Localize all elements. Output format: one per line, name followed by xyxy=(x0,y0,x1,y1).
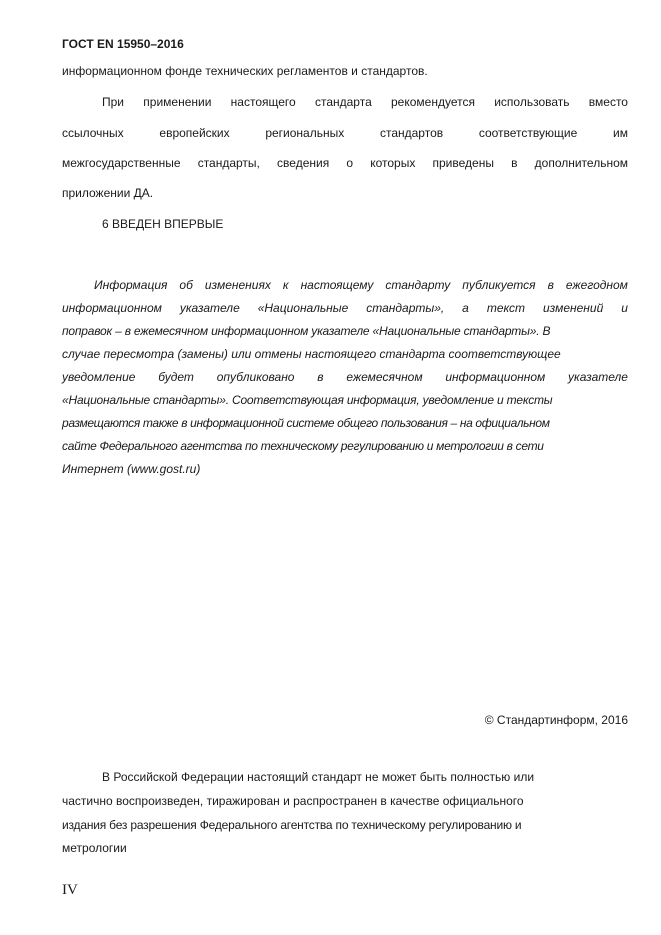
word: ссылочных xyxy=(62,126,124,140)
info-line-justified xyxy=(94,278,628,292)
word: стандарту xyxy=(385,278,451,292)
word: указателе xyxy=(568,370,628,384)
info-line: поправок – в ежемесячном информационном указателе «Национальные стандарты». В xyxy=(62,324,551,338)
info-line: размещаются также в информационной системе общего пользования – на официальном xyxy=(62,416,550,430)
word: вместо xyxy=(588,95,628,109)
info-line: случае пересмотра (замены) или отмены настоящего стандарта соответствующее xyxy=(62,347,561,361)
word: к xyxy=(282,278,289,292)
word: настоящему xyxy=(300,278,374,292)
word: сведения xyxy=(277,156,330,170)
word: европейских xyxy=(159,126,230,140)
info-line: Интернет (www.gost.ru) xyxy=(62,462,201,476)
word: рекомендуется xyxy=(391,95,475,109)
info-line: «Национальные стандарты». Соответствующая информация, уведомление и тексты xyxy=(62,393,553,407)
word: стандарты, xyxy=(197,156,260,170)
word: «Национальные xyxy=(257,301,349,315)
word: стандарты», xyxy=(366,301,445,315)
word: межгосударственные xyxy=(62,156,181,170)
word: в xyxy=(547,278,554,292)
word: в xyxy=(317,370,324,384)
word: будет xyxy=(158,370,194,384)
info-line-justified xyxy=(62,301,628,315)
word: стандартов xyxy=(379,126,444,140)
document-header: ГОСТ EN 15950–2016 xyxy=(62,37,184,51)
info-line: сайте Федерального агентства по техническому регулированию и метрологии в сети xyxy=(62,439,544,453)
word: региональных xyxy=(265,126,345,140)
word: Информация xyxy=(94,278,168,292)
word: опубликовано xyxy=(216,370,295,384)
word: изменений xyxy=(543,301,604,315)
word: указателе xyxy=(179,301,240,315)
word: использовать xyxy=(494,95,570,109)
word: об xyxy=(179,278,193,292)
word: которых xyxy=(370,156,416,170)
item-6-introduced: 6 ВВЕДЕН ВПЕРВЫЕ xyxy=(102,217,224,231)
paragraph-line: информационном фонде технических регламентов и стандартов. xyxy=(62,64,428,78)
word: публикуется xyxy=(462,278,536,292)
word: а xyxy=(462,301,469,315)
page-number: IV xyxy=(62,882,78,898)
paragraph-line-justified xyxy=(62,156,628,170)
info-line-justified xyxy=(62,370,628,384)
notice-line: метрологии xyxy=(62,841,127,855)
word: применении xyxy=(143,95,212,109)
word: ежегодном xyxy=(565,278,628,292)
word: и xyxy=(621,301,628,315)
paragraph-line-justified xyxy=(102,95,628,109)
word: текст xyxy=(486,301,526,315)
word: в xyxy=(511,156,518,170)
word: приведены xyxy=(432,156,494,170)
word: При xyxy=(102,95,125,109)
word: стандарта xyxy=(314,95,372,109)
word: настоящего xyxy=(230,95,296,109)
copyright-notice: © Стандартинформ, 2016 xyxy=(484,713,628,727)
notice-line: издания без разрешения Федерального агентства по техническому регулированию и xyxy=(62,818,522,832)
word: информационном xyxy=(445,370,546,384)
word: изменениях xyxy=(204,278,271,292)
word: информационном xyxy=(62,301,162,315)
paragraph-line-justified xyxy=(62,126,628,140)
word: о xyxy=(346,156,354,170)
notice-line: частично воспроизведен, тиражирован и распространен в качестве официального xyxy=(62,794,524,808)
word: уведомление xyxy=(62,370,136,384)
word: им xyxy=(612,126,628,140)
word: ежемесячном xyxy=(346,370,423,384)
word: дополнительном xyxy=(534,156,628,170)
paragraph-line: приложении ДА. xyxy=(62,186,154,200)
word: соответствующие xyxy=(478,126,578,140)
notice-line: В Российской Федерации настоящий стандарт не может быть полностью или xyxy=(102,770,535,784)
